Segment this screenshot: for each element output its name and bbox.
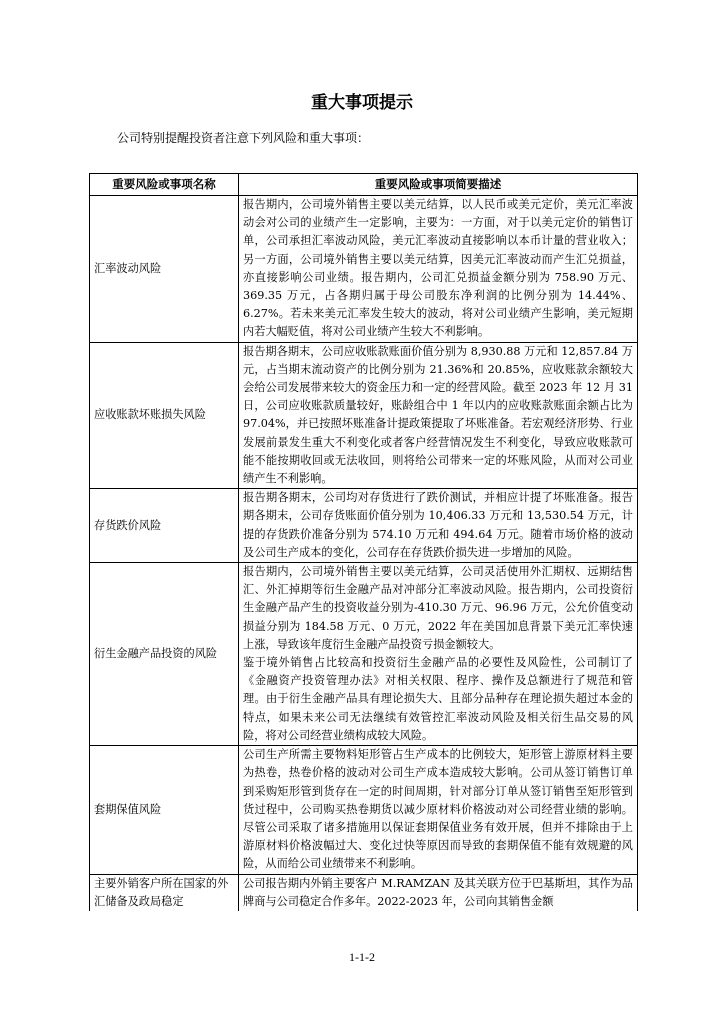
table-row xyxy=(90,874,638,911)
risk-description: 报告期内，公司境外销售主要以美元结算，公司灵活使用外汇期权、远期结售汇、外汇掉期等衍生金融产品对冲部分汇率波动风险。报告期内，公司投资衍生金融产品产生的投资收益分别为-410.30 万元、96.96 万元，公允价值变动损益分别为 184.58 万元、0 万元，2022 年在美国加息背景下美元汇率快速上涨，导致该年度衍生金融产品投资亏损金额较大。 鉴于境外销售占比较高和投资衍生金融产品的必要性及风险性，公司制订了《金融资产投资管理办法》对相关权限、程序、操作及总额进行了规范和管理。由于衍生金融产品具有理论损失大、且部分品种存在理论损失超过本金的特点，如果未来公司无法继续有效管控汇率波动风险及相关衍生品交易的风险，将对公司经营业绩构成较大风险。 xyxy=(239,563,638,746)
header-risk-name: 重要风险或事项名称 xyxy=(90,174,239,196)
risk-name: 汇率波动风险 xyxy=(90,196,239,343)
risk-name: 衍生金融产品投资的风险 xyxy=(90,563,239,746)
risk-name: 应收账款坏账损失风险 xyxy=(90,342,239,489)
table-row xyxy=(90,563,638,746)
risk-name: 存货跌价风险 xyxy=(90,489,239,563)
risk-table xyxy=(89,173,638,911)
table-row xyxy=(90,746,638,874)
risk-name: 套期保值风险 xyxy=(90,746,239,874)
table-row xyxy=(90,342,638,489)
page-number: 1-1-2 xyxy=(349,950,375,964)
intro-text: 公司特别提醒投资者注意下列风险和重大事项： xyxy=(117,131,370,145)
table-row xyxy=(90,196,638,343)
risk-description: 公司生产所需主要物料矩形管占生产成本的比例较大，矩形管上游原材料主要为热卷，热卷价格的波动对公司生产成本造成较大影响。公司从签订销售订单到采购矩形管到货存在一定的时间周期，针对部分订单从签订销售至矩形管到货过程中，公司购买热卷期货以减少原材料价格波动对公司经营业绩的影响。尽管公司采取了诸多措施用以保证套期保值业务有效开展，但并不排除由于上游原材料价格波幅过大、变化过快等原因而导致的套期保值不能有效规避的风险，从而给公司业绩带来不利影响。 xyxy=(239,746,638,874)
risk-description: 公司报告期内外销主要客户 M.RAMZAN 及其关联方位于巴基斯坦，其作为品牌商与公司稳定合作多年。2022-2023 年，公司向其销售金额 xyxy=(243,876,633,908)
page-title: 重大事项提示 xyxy=(311,93,413,113)
risk-description: 报告期各期末，公司均对存货进行了跌价测试，并相应计提了坏账准备。报告期各期末，公司存货账面价值分别为 10,406.33 万元和 13,530.54 万元，计提的存货跌价准备分别为 574.10 万元和 494.64 万元。随着市场价格的波动及公司生产成本的变化，公司存在存货跌价损失进一步增加的风险。 xyxy=(239,489,638,563)
table-row xyxy=(90,489,638,563)
risk-name: 主要外销客户所在国家的外汇储备及政局稳定 xyxy=(94,876,229,908)
header-risk-description: 重要风险或事项简要描述 xyxy=(239,174,638,196)
table-header-row xyxy=(90,174,638,196)
risk-description: 报告期各期末，公司应收账款账面价值分别为 8,930.88 万元和 12,857.84 万元，占当期末流动资产的比例分别为 21.36%和 20.85%，应收账款余额较大会给公司发展带来较大的资金压力和一定的经营风险。截至 2023 年 12 月 31 日，公司应收账款质量较好，账龄组合中 1 年以内的应收账款账面余额占比为 97.04%，并已按照坏账准备计提政策提取了坏账准备。若宏观经济形势、行业发展前景发生重大不利变化或者客户经营情况发生不利变化，导致应收账款可能不能按期收回或无法收回，则将给公司带来一定的坏账风险，从而对公司业绩产生不利影响。 xyxy=(239,342,638,489)
risk-description: 报告期内，公司境外销售主要以美元结算，以人民币或美元定价，美元汇率波动会对公司的业绩产生一定影响，主要为：一方面，对于以美元定价的销售订单，公司承担汇率波动风险，美元汇率波动直接影响以本币计量的营业收入；另一方面，公司境外销售主要以美元结算，因美元汇率波动而产生汇兑损益，亦直接影响公司业绩。报告期内，公司汇兑损益金额分别为 758.90 万元、369.35 万元，占各期归属于母公司股东净利润的比例分别为 14.44%、6.27%。若未来美元汇率发生较大的波动，将对公司业绩产生影响，美元短期内若大幅贬值，将对公司业绩产生较大不利影响。 xyxy=(239,196,638,343)
